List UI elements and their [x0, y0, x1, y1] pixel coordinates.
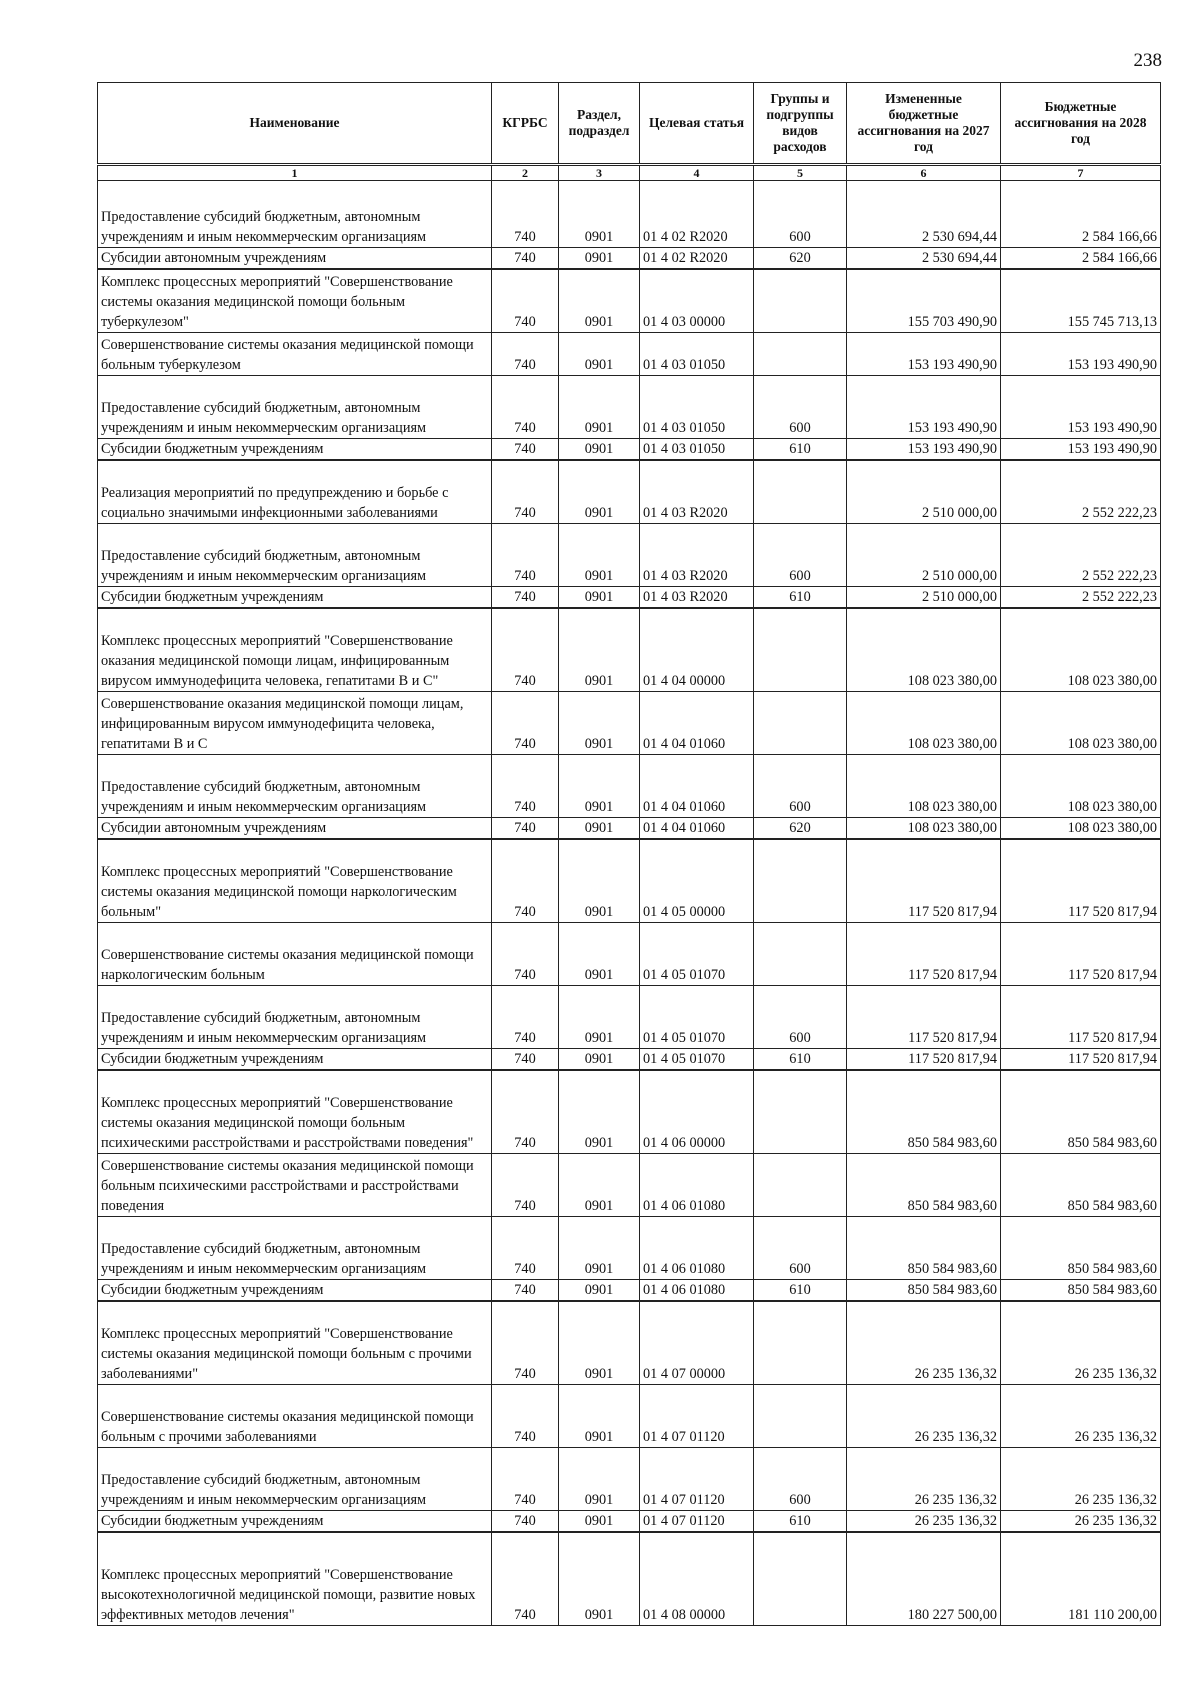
column-number: 3 — [559, 165, 640, 181]
row-kgrbs: 740 — [492, 439, 559, 461]
row-target: 01 4 02 R2020 — [640, 181, 754, 248]
header-groups: Группы и подгруппы видов расходов — [754, 83, 847, 165]
row-target: 01 4 03 01050 — [640, 376, 754, 439]
table-row — [98, 1385, 1161, 1448]
row-target: 01 4 05 01070 — [640, 923, 754, 986]
row-target: 01 4 08 00000 — [640, 1532, 754, 1626]
row-name: Комплекс процессных мероприятий "Совершенствование системы оказания медицинской помощи больным с прочими заболеваниями" — [98, 1301, 492, 1385]
row-section: 0901 — [559, 376, 640, 439]
row-target: 01 4 04 00000 — [640, 608, 754, 692]
row-group: 600 — [754, 986, 847, 1049]
row-kgrbs: 740 — [492, 460, 559, 524]
table-row — [98, 376, 1161, 439]
row-group: 600 — [754, 181, 847, 248]
row-kgrbs: 740 — [492, 692, 559, 755]
row-value-2027: 26 235 136,32 — [847, 1448, 1001, 1511]
row-value-2028: 26 235 136,32 — [1001, 1448, 1161, 1511]
row-name: Субсидии бюджетным учреждениям — [98, 1280, 492, 1302]
row-group — [754, 333, 847, 376]
row-section: 0901 — [559, 1070, 640, 1154]
row-name: Субсидии автономным учреждениям — [98, 248, 492, 270]
row-target: 01 4 07 01120 — [640, 1511, 754, 1533]
row-name: Совершенствование оказания медицинской помощи лицам, инфицированным вирусом иммунодефицита человека, гепатитами В и С — [98, 692, 492, 755]
row-group — [754, 1070, 847, 1154]
column-number: 7 — [1001, 165, 1161, 181]
row-section: 0901 — [559, 248, 640, 270]
row-name: Совершенствование системы оказания медицинской помощи больным туберкулезом — [98, 333, 492, 376]
row-value-2027: 108 023 380,00 — [847, 608, 1001, 692]
row-target: 01 4 05 01070 — [640, 986, 754, 1049]
table-row — [98, 818, 1161, 840]
page-number: 238 — [1133, 50, 1162, 71]
row-value-2028: 117 520 817,94 — [1001, 839, 1161, 923]
row-target: 01 4 03 01050 — [640, 333, 754, 376]
row-kgrbs: 740 — [492, 1217, 559, 1280]
row-target: 01 4 07 01120 — [640, 1448, 754, 1511]
row-value-2027: 2 530 694,44 — [847, 181, 1001, 248]
row-group: 610 — [754, 1280, 847, 1302]
row-target: 01 4 05 00000 — [640, 839, 754, 923]
row-value-2027: 2 530 694,44 — [847, 248, 1001, 270]
row-kgrbs: 740 — [492, 376, 559, 439]
row-value-2028: 2 552 222,23 — [1001, 587, 1161, 609]
row-target: 01 4 04 01060 — [640, 755, 754, 818]
row-name: Комплекс процессных мероприятий "Совершенствование системы оказания медицинской помощи наркологическим больным" — [98, 839, 492, 923]
row-value-2027: 117 520 817,94 — [847, 839, 1001, 923]
row-group: 600 — [754, 1448, 847, 1511]
row-group — [754, 608, 847, 692]
header-changed-2027: Измененные бюджетные ассигнования на 2027 год — [847, 83, 1001, 165]
row-section: 0901 — [559, 923, 640, 986]
row-value-2028: 155 745 713,13 — [1001, 269, 1161, 333]
table-row — [98, 1532, 1161, 1626]
row-value-2028: 117 520 817,94 — [1001, 923, 1161, 986]
row-kgrbs: 740 — [492, 1511, 559, 1533]
row-group: 620 — [754, 248, 847, 270]
row-value-2027: 108 023 380,00 — [847, 818, 1001, 840]
row-target: 01 4 03 01050 — [640, 439, 754, 461]
row-section: 0901 — [559, 839, 640, 923]
row-section: 0901 — [559, 1301, 640, 1385]
row-target: 01 4 03 R2020 — [640, 587, 754, 609]
row-value-2028: 153 193 490,90 — [1001, 376, 1161, 439]
row-value-2028: 26 235 136,32 — [1001, 1301, 1161, 1385]
row-name: Совершенствование системы оказания медицинской помощи наркологическим больным — [98, 923, 492, 986]
row-value-2027: 26 235 136,32 — [847, 1301, 1001, 1385]
row-group: 610 — [754, 1511, 847, 1533]
row-kgrbs: 740 — [492, 986, 559, 1049]
row-name: Субсидии бюджетным учреждениям — [98, 1511, 492, 1533]
column-number: 1 — [98, 165, 492, 181]
row-section: 0901 — [559, 587, 640, 609]
row-target: 01 4 03 R2020 — [640, 524, 754, 587]
row-name: Предоставление субсидий бюджетным, автономным учреждениям и иным некоммерческим организациям — [98, 1448, 492, 1511]
row-name: Предоставление субсидий бюджетным, автономным учреждениям и иным некоммерческим организациям — [98, 524, 492, 587]
row-value-2027: 153 193 490,90 — [847, 376, 1001, 439]
row-value-2028: 117 520 817,94 — [1001, 986, 1161, 1049]
row-kgrbs: 740 — [492, 1154, 559, 1217]
row-value-2027: 117 520 817,94 — [847, 986, 1001, 1049]
table-row — [98, 333, 1161, 376]
row-name: Предоставление субсидий бюджетным, автономным учреждениям и иным некоммерческим организациям — [98, 986, 492, 1049]
row-kgrbs: 740 — [492, 1301, 559, 1385]
row-group — [754, 1532, 847, 1626]
table-row — [98, 986, 1161, 1049]
row-value-2027: 117 520 817,94 — [847, 1049, 1001, 1071]
row-target: 01 4 04 01060 — [640, 818, 754, 840]
row-value-2028: 2 552 222,23 — [1001, 524, 1161, 587]
row-value-2028: 26 235 136,32 — [1001, 1511, 1161, 1533]
column-number: 5 — [754, 165, 847, 181]
row-name: Предоставление субсидий бюджетным, автономным учреждениям и иным некоммерческим организациям — [98, 1217, 492, 1280]
row-kgrbs: 740 — [492, 248, 559, 270]
header-section: Раздел, подраздел — [559, 83, 640, 165]
row-kgrbs: 740 — [492, 818, 559, 840]
row-group — [754, 839, 847, 923]
table-row — [98, 608, 1161, 692]
row-name: Комплекс процессных мероприятий "Совершенствование оказания медицинской помощи лицам, инфицированным вирусом иммунодефицита человека, гепатитами В и С" — [98, 608, 492, 692]
table-row — [98, 1070, 1161, 1154]
row-value-2028: 153 193 490,90 — [1001, 439, 1161, 461]
table-row — [98, 269, 1161, 333]
budget-table — [97, 82, 1161, 1626]
table-row — [98, 439, 1161, 461]
table-row — [98, 839, 1161, 923]
row-value-2027: 850 584 983,60 — [847, 1154, 1001, 1217]
row-value-2027: 155 703 490,90 — [847, 269, 1001, 333]
row-kgrbs: 740 — [492, 608, 559, 692]
row-kgrbs: 740 — [492, 923, 559, 986]
row-section: 0901 — [559, 1385, 640, 1448]
row-target: 01 4 07 01120 — [640, 1385, 754, 1448]
row-group: 600 — [754, 524, 847, 587]
row-section: 0901 — [559, 818, 640, 840]
row-group — [754, 460, 847, 524]
row-name: Субсидии автономным учреждениям — [98, 818, 492, 840]
table-row — [98, 1511, 1161, 1533]
row-kgrbs: 740 — [492, 1385, 559, 1448]
column-number-row — [98, 165, 1161, 181]
row-target: 01 4 05 01070 — [640, 1049, 754, 1071]
row-group — [754, 1154, 847, 1217]
row-value-2027: 26 235 136,32 — [847, 1385, 1001, 1448]
row-section: 0901 — [559, 1154, 640, 1217]
row-group: 600 — [754, 755, 847, 818]
column-number: 6 — [847, 165, 1001, 181]
table-row — [98, 1301, 1161, 1385]
row-section: 0901 — [559, 333, 640, 376]
row-name: Комплекс процессных мероприятий "Совершенствование высокотехнологичной медицинской помощи, развитие новых эффективных методов лечения" — [98, 1532, 492, 1626]
row-target: 01 4 06 00000 — [640, 1070, 754, 1154]
row-value-2028: 2 584 166,66 — [1001, 248, 1161, 270]
row-kgrbs: 740 — [492, 1448, 559, 1511]
row-name: Совершенствование системы оказания медицинской помощи больным психическими расстройствами и расстройствами поведения — [98, 1154, 492, 1217]
column-number: 4 — [640, 165, 754, 181]
row-value-2028: 850 584 983,60 — [1001, 1070, 1161, 1154]
row-kgrbs: 740 — [492, 524, 559, 587]
table-row — [98, 587, 1161, 609]
row-value-2028: 153 193 490,90 — [1001, 333, 1161, 376]
row-section: 0901 — [559, 1532, 640, 1626]
row-section: 0901 — [559, 460, 640, 524]
row-group: 610 — [754, 587, 847, 609]
table-row — [98, 1280, 1161, 1302]
row-value-2027: 108 023 380,00 — [847, 755, 1001, 818]
header-target: Целевая статья — [640, 83, 754, 165]
row-target: 01 4 04 01060 — [640, 692, 754, 755]
table-row — [98, 923, 1161, 986]
row-target: 01 4 03 R2020 — [640, 460, 754, 524]
row-value-2028: 108 023 380,00 — [1001, 608, 1161, 692]
header-name: Наименование — [98, 83, 492, 165]
row-value-2028: 850 584 983,60 — [1001, 1280, 1161, 1302]
row-value-2027: 2 510 000,00 — [847, 587, 1001, 609]
row-value-2027: 180 227 500,00 — [847, 1532, 1001, 1626]
row-name: Субсидии бюджетным учреждениям — [98, 1049, 492, 1071]
table-row — [98, 692, 1161, 755]
row-group — [754, 1385, 847, 1448]
row-section: 0901 — [559, 986, 640, 1049]
row-value-2028: 850 584 983,60 — [1001, 1217, 1161, 1280]
row-group — [754, 269, 847, 333]
header-kgrbs: КГРБС — [492, 83, 559, 165]
row-value-2028: 117 520 817,94 — [1001, 1049, 1161, 1071]
table-body — [98, 181, 1161, 1626]
row-name: Предоставление субсидий бюджетным, автономным учреждениям и иным некоммерческим организациям — [98, 181, 492, 248]
table-row — [98, 1217, 1161, 1280]
row-value-2028: 108 023 380,00 — [1001, 755, 1161, 818]
row-value-2028: 108 023 380,00 — [1001, 818, 1161, 840]
table-row — [98, 248, 1161, 270]
row-name: Субсидии бюджетным учреждениям — [98, 587, 492, 609]
row-target: 01 4 06 01080 — [640, 1217, 754, 1280]
row-value-2028: 850 584 983,60 — [1001, 1154, 1161, 1217]
row-group: 610 — [754, 439, 847, 461]
row-section: 0901 — [559, 181, 640, 248]
row-target: 01 4 06 01080 — [640, 1154, 754, 1217]
row-section: 0901 — [559, 1448, 640, 1511]
row-value-2028: 2 584 166,66 — [1001, 181, 1161, 248]
row-name: Предоставление субсидий бюджетным, автономным учреждениям и иным некоммерческим организациям — [98, 376, 492, 439]
row-kgrbs: 740 — [492, 1280, 559, 1302]
row-value-2027: 850 584 983,60 — [847, 1217, 1001, 1280]
row-name: Субсидии бюджетным учреждениям — [98, 439, 492, 461]
table-row — [98, 524, 1161, 587]
row-group: 600 — [754, 376, 847, 439]
row-section: 0901 — [559, 439, 640, 461]
row-group — [754, 692, 847, 755]
row-section: 0901 — [559, 608, 640, 692]
row-group — [754, 923, 847, 986]
row-section: 0901 — [559, 1511, 640, 1533]
header-row — [98, 83, 1161, 165]
row-group: 620 — [754, 818, 847, 840]
row-section: 0901 — [559, 1217, 640, 1280]
table-row — [98, 1049, 1161, 1071]
row-name: Совершенствование системы оказания медицинской помощи больным с прочими заболеваниями — [98, 1385, 492, 1448]
row-name: Предоставление субсидий бюджетным, автономным учреждениям и иным некоммерческим организациям — [98, 755, 492, 818]
row-value-2027: 850 584 983,60 — [847, 1070, 1001, 1154]
row-section: 0901 — [559, 755, 640, 818]
row-target: 01 4 02 R2020 — [640, 248, 754, 270]
row-kgrbs: 740 — [492, 1049, 559, 1071]
row-value-2027: 26 235 136,32 — [847, 1511, 1001, 1533]
row-value-2028: 26 235 136,32 — [1001, 1385, 1161, 1448]
row-value-2027: 850 584 983,60 — [847, 1280, 1001, 1302]
row-name: Комплекс процессных мероприятий "Совершенствование системы оказания медицинской помощи больным психическими расстройствами и расстройствами поведения" — [98, 1070, 492, 1154]
row-value-2027: 153 193 490,90 — [847, 439, 1001, 461]
row-name: Комплекс процессных мероприятий "Совершенствование системы оказания медицинской помощи больным туберкулезом" — [98, 269, 492, 333]
row-target: 01 4 03 00000 — [640, 269, 754, 333]
row-kgrbs: 740 — [492, 1532, 559, 1626]
row-group: 600 — [754, 1217, 847, 1280]
row-section: 0901 — [559, 1049, 640, 1071]
table-row — [98, 460, 1161, 524]
row-group: 610 — [754, 1049, 847, 1071]
row-value-2027: 108 023 380,00 — [847, 692, 1001, 755]
table-row — [98, 181, 1161, 248]
row-value-2028: 181 110 200,00 — [1001, 1532, 1161, 1626]
row-value-2027: 117 520 817,94 — [847, 923, 1001, 986]
row-value-2027: 2 510 000,00 — [847, 460, 1001, 524]
row-section: 0901 — [559, 269, 640, 333]
header-budget-2028: Бюджетные ассигнования на 2028 год — [1001, 83, 1161, 165]
row-section: 0901 — [559, 1280, 640, 1302]
row-kgrbs: 740 — [492, 269, 559, 333]
table-row — [98, 1154, 1161, 1217]
row-kgrbs: 740 — [492, 1070, 559, 1154]
row-target: 01 4 07 00000 — [640, 1301, 754, 1385]
row-group — [754, 1301, 847, 1385]
row-kgrbs: 740 — [492, 755, 559, 818]
row-value-2027: 153 193 490,90 — [847, 333, 1001, 376]
table-row — [98, 755, 1161, 818]
row-value-2028: 2 552 222,23 — [1001, 460, 1161, 524]
row-kgrbs: 740 — [492, 587, 559, 609]
row-kgrbs: 740 — [492, 181, 559, 248]
table-row — [98, 1448, 1161, 1511]
column-number: 2 — [492, 165, 559, 181]
row-name: Реализация мероприятий по предупреждению и борьбе с социально значимыми инфекционными заболеваниями — [98, 460, 492, 524]
row-section: 0901 — [559, 692, 640, 755]
row-section: 0901 — [559, 524, 640, 587]
row-target: 01 4 06 01080 — [640, 1280, 754, 1302]
row-kgrbs: 740 — [492, 333, 559, 376]
row-kgrbs: 740 — [492, 839, 559, 923]
row-value-2028: 108 023 380,00 — [1001, 692, 1161, 755]
row-value-2027: 2 510 000,00 — [847, 524, 1001, 587]
